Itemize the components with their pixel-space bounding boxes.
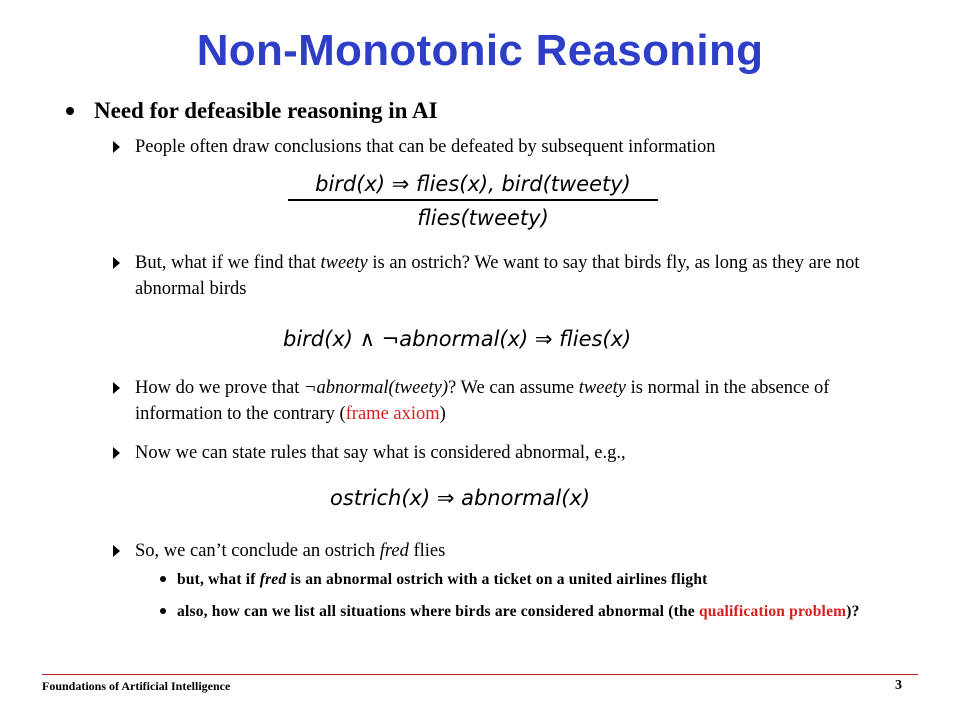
bullet-item-3-text: How do we prove that ¬abnormal(tweety)? We can assume tweety is normal in the absence of information to the contrary (frame axiom)	[135, 378, 830, 424]
footer-rule	[42, 674, 918, 675]
formula-denominator: flies(tweety)	[417, 205, 549, 230]
frame-axiom-term: frame axiom	[345, 404, 440, 424]
main-bullet	[66, 98, 438, 124]
bullet-item-4-text: Now we can state rules that say what is considered abnormal, e.g.,	[135, 443, 626, 463]
formula-ostrich-rule: ostrich(x) ⇒ abnormal(x)	[330, 486, 591, 510]
bullet-item-3	[113, 375, 903, 427]
bullet-item-1	[113, 134, 903, 160]
bullet-item-5	[113, 538, 903, 564]
qualification-problem-term: qualification problem	[698, 603, 847, 620]
bullet-item-2-text: But, what if we find that tweety is an ostrich? We want to say that birds fly, as long as they are not abnormal birds	[135, 253, 860, 299]
bullet-dot-icon	[66, 107, 74, 115]
main-bullet-text: Need for defeasible reasoning in AI	[94, 98, 438, 123]
formula-numerator: bird(x) ⇒ flies(x), bird(tweety)	[315, 172, 631, 196]
dot-bullet-icon	[160, 608, 166, 614]
sub-bullet-item-2	[160, 600, 900, 624]
sub-bullet-item-1-text: but, what if fred is an abnormal ostrich with a ticket on a united airlines flight	[177, 571, 708, 588]
triangle-bullet-icon	[113, 545, 120, 557]
bullet-item-1-text: People often draw conclusions that can be defeated by subsequent information	[135, 137, 716, 157]
slide-title: Non-Monotonic Reasoning	[196, 26, 764, 75]
triangle-bullet-icon	[113, 382, 120, 394]
bullet-item-4	[113, 440, 903, 466]
bullet-item-5-text: So, we can’t conclude an ostrich fred flies	[135, 541, 446, 561]
dot-bullet-icon	[160, 576, 166, 582]
triangle-bullet-icon	[113, 447, 120, 459]
triangle-bullet-icon	[113, 141, 120, 153]
triangle-bullet-icon	[113, 257, 120, 269]
fraction-line	[288, 199, 658, 201]
footer-course-name: Foundations of Artificial Intelligence	[42, 679, 231, 693]
bullet-item-2	[113, 250, 903, 302]
sub-bullet-item-2-text: also, how can we list all situations where birds are considered abnormal (the qualification problem)?	[177, 603, 860, 620]
formula-abnormal-rule: bird(x) ∧ ¬abnormal(x) ⇒ flies(x)	[283, 327, 632, 351]
formula-default-rule	[288, 172, 658, 230]
page-number: 3	[895, 678, 902, 693]
sub-bullet-item-1	[160, 568, 900, 592]
